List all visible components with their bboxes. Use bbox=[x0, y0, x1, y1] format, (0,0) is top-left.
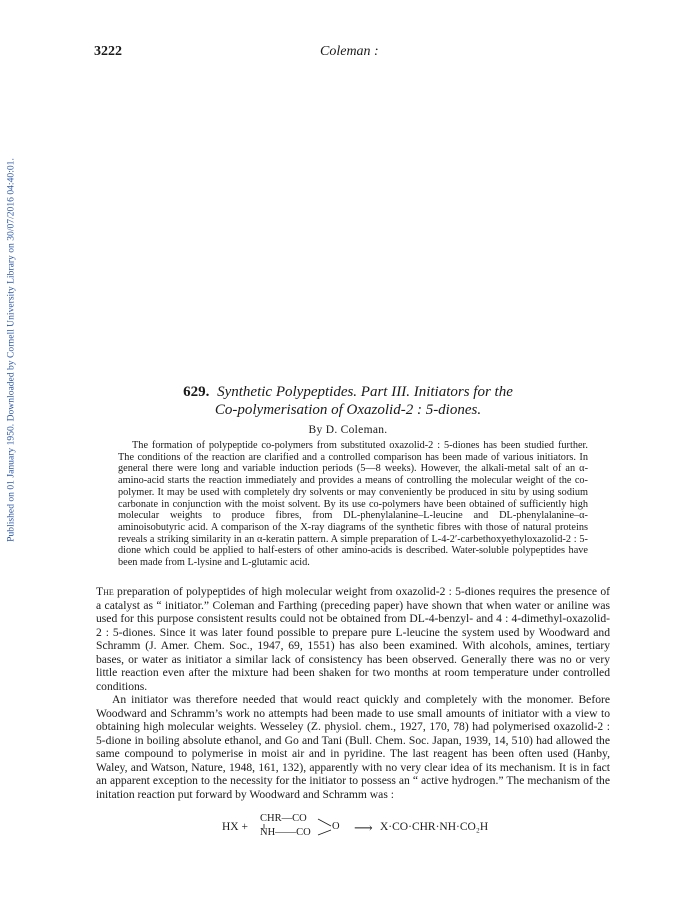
body-paragraph-2: An initiator was therefore needed that would react quickly and completely with the monomer. Before Woodward and Schramm’s work no attempts had been made to use small amounts of initiator with a view to obtaining high molecular weights. Wesseley (Z. physiol. chem., 1927, 170, 78) had polymerised oxazolid-2 : 5-dione in boiling absolute ethanol, and Go and Tani (Bull. Chem. Soc. Japan, 1939, 14, 510) had allowed the same compound to polymerise in moist air and in pyridine. The last reagent has been often used (Hanby, Waley, and Watson, Nature, 1948, 161, 132), apparently with no very clear idea of its mechanism. It is in fact an apparent exception to the necessity for the initiator to possess an “ active hydrogen.” The mechanism of the initation reaction put forward by Woodward and Schramm was : bbox=[96, 693, 610, 801]
ring-bottom-text: NH——CO bbox=[260, 827, 311, 838]
ring-top-text: CHR—CO bbox=[260, 813, 307, 824]
download-notice-text: Published on 01 January 1950. Downloaded by Cornell University Library on 30/07/2016 04:40:01. bbox=[5, 158, 17, 542]
running-head: Coleman : bbox=[320, 44, 379, 59]
article-title-line-2 bbox=[100, 401, 596, 419]
reaction-equation bbox=[222, 813, 522, 843]
equation-reactant: HX + bbox=[222, 821, 248, 833]
ring-oxygen: O bbox=[332, 821, 340, 832]
article-title-text-1: Synthetic Polypeptides. Part III. Initiators for the bbox=[217, 384, 513, 400]
paragraph-lead-word: The bbox=[96, 585, 114, 598]
ring-bonds bbox=[260, 813, 350, 843]
article-title-text-2: Co-polymerisation of Oxazolid-2 : 5-diones. bbox=[214, 402, 482, 418]
page-number: 3222 bbox=[94, 44, 122, 59]
download-notice bbox=[4, 130, 18, 570]
body-text bbox=[96, 585, 610, 801]
abstract bbox=[118, 440, 588, 569]
oxazolidinedione-structure bbox=[260, 813, 350, 843]
body-paragraph-1 bbox=[96, 585, 610, 693]
equation-product: X·CO·CHR·NH·CO₂H bbox=[380, 821, 489, 833]
article-title-line-1 bbox=[100, 383, 596, 401]
article-number: 629. bbox=[183, 384, 210, 400]
author-byline: By D. Coleman. bbox=[308, 424, 388, 436]
body-paragraph-1-text: preparation of polypeptides of high molecular weight from oxazolid-2 : 5-diones requires the presence of a catalyst as “ initiator.” Coleman and Farthing (preceding paper) have shown that when water or aniline was used for this purpose consistent results could not be obtained from DL-4-benzyl- and 4 : 4-dimethyl-oxazolid-2 : 5-diones. Since it was later found possible to prepare pure L-leucine the system used by Woodward and Schramm (J. Amer. Chem. Soc., 1947, 69, 1551) has also been examined. With alcohols, amines, tertiary bases, or water as initiator a similar lack of consistency has been observed. Generally there was no or very little reaction even after the mixture had been shaken for two months at room temperature under controlled conditions. bbox=[96, 585, 610, 693]
abstract-text: The formation of polypeptide co-polymers from substituted oxazolid-2 : 5-diones has been studied further. The conditions of the reaction are clarified and a controlled comparison has been made of various initiators. In general there were long and variable induction periods (5—8 weeks). However, the alkali-metal salt of an α-amino-acid starts the reaction immediately and provides a means of controlling the molecular weight of the co-polymer. It may be used with completely dry solvents or may conveniently be produced in situ by using sodium carbonate in conjunction with the moist solvent. By its use co-polymers have been obtained of sufficiently high molecular weights to produce fibres, from DL-phenylalanine–L-leucine and DL-phenylalanine–α-aminoisobutyric acid. A comparison of the X-ray diagrams of the synthetic fibres with those of natural proteins reveals a striking similarity in an α-keratin pattern. A simple preparation of L-4-2′-carbethoxyethyloxazolid-2 : 5-dione which could be applied to half-esters of other amino-acids is described. Water-soluble polypeptides have been made from L-lysine and L-glutamic acid. bbox=[118, 440, 588, 569]
reaction-arrow: ⟶ bbox=[354, 820, 373, 835]
